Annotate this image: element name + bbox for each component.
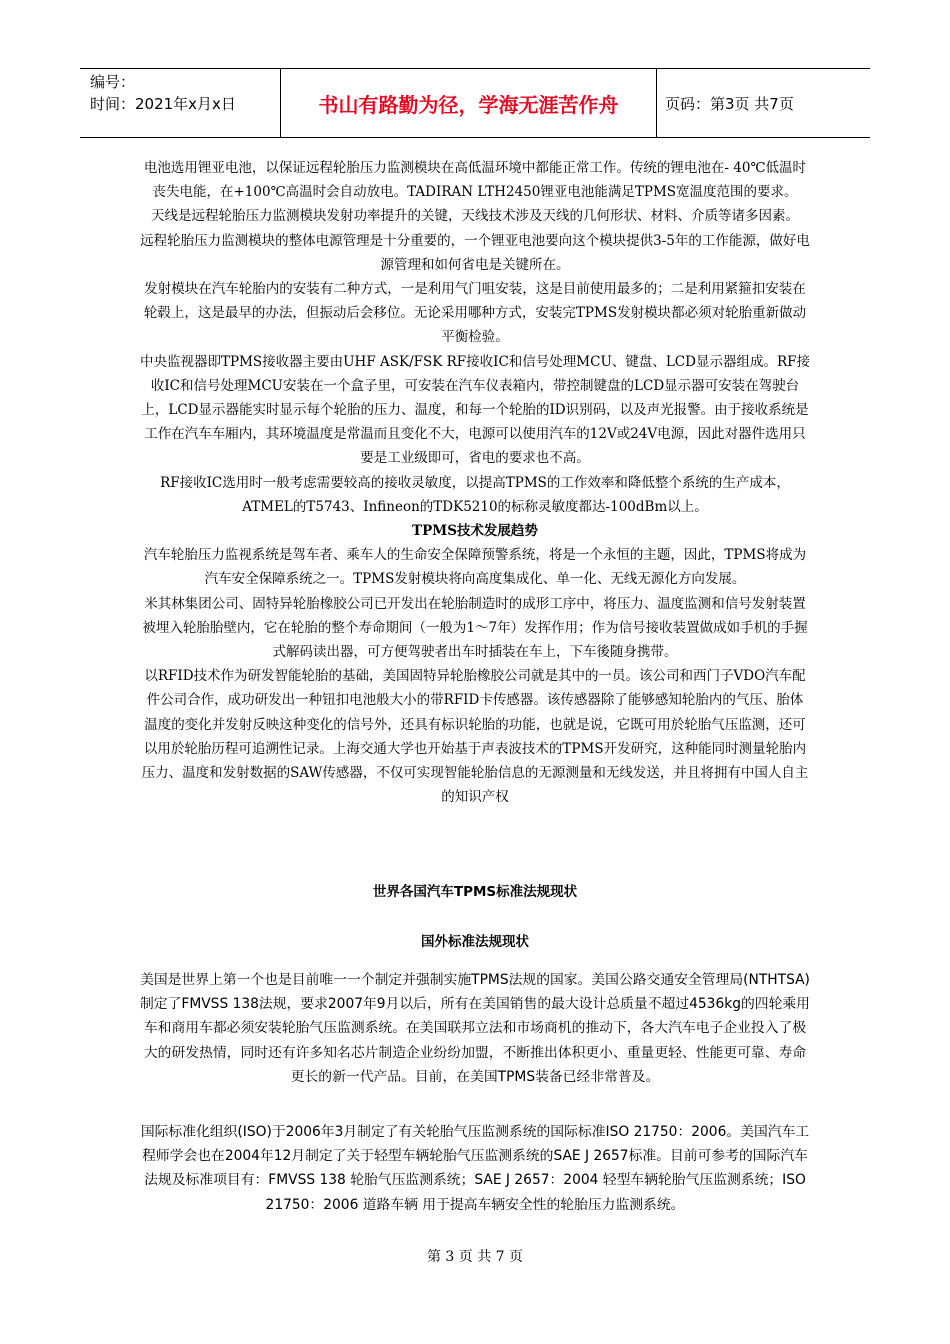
section-heading-trend: TPMS技术发展趋势 [412, 523, 538, 540]
header-meta [80, 69, 281, 137]
body-section-iso [140, 1120, 810, 1217]
section-heading-world: 世界各国汽车TPMS标准法规现状 [372, 884, 578, 900]
page-header [80, 68, 870, 138]
paragraph: 天线是远程轮胎压力监测模块发射功率提升的关键，天线技术涉及天线的几何形状、材料、介质等诸多因素。 [151, 208, 799, 225]
paragraph: 远程轮胎压力监测模块的整体电源管理是十分重要的，一个锂亚电池要向这个模块提供3-5年的工作能源，做好电源管理和如何省电是关键所在。 [140, 232, 810, 273]
doc-number: 编号： [90, 73, 136, 91]
paragraph: RF接收IC选用时一般考虑需要较高的接收灵敏度，以提高TPMS的工作效率和降低整个系统的生产成本，ATMEL的T5743、Infineon的TDK5210的标称灵敏度都达-100dBm以上。 [160, 474, 790, 515]
paragraph: 国际标准化组织(ISO)于2006年3月制定了有关轮胎气压监测系统的国际标准ISO 21750：2006。美国汽车工程师学会也在2004年12月制定了关于轻型车辆轮胎气压监测系统的SAE J 2657标准。目前可参考的国际汽车法规及标准项目有：FMVSS 138 轮胎气压监测系统；SAE J 2657：2004 轻型车辆轮胎气压监测系统；ISO 21750：2006 道路车辆 用于提高车辆安全性的轮胎压力监测系统。 [140, 1124, 810, 1213]
page-footer: 第 3 页 共 7 页 [426, 1249, 524, 1265]
header-page-label: 页码：第3页 共7页 [665, 94, 794, 113]
paragraph: 以RFID技术作为研发智能轮胎的基础，美国固特异轮胎橡胶公司就是其中的一员。该公司和西门子VDO汽车配件公司合作，成功研发出一种钮扣电池般大小的带RFID卡传感器。该传感器除了能够感知轮胎内的气压、胎体温度的变化并发射反映这种变化的信号外，还具有标识轮胎的功能，也就是说，它既可用於轮胎气压监测，还可以用於轮胎历程可追溯性记录。上海交通大学也开始基于声表波技术的TPMS开发研究，这种能同时测量轮胎内压力、温度和发射数据的SAW传感器，不仅可实现智能轮胎信息的无源测量和无线发送，并且将拥有中国人自主的知识产权 [141, 668, 809, 806]
paragraph: 美国是世界上第一个也是目前唯一一个制定并强制实施TPMS法规的国家。美国公路交通安全管理局(NTHTSA)制定了FMVSS 138法规，要求2007年9月以后，所有在美国销售的最大设计总质量不超过4536kg的四轮乘用车和商用车都必须安装轮胎气压监测系统。在美国联邦立法和市场商机的推动下，各大汽车电子企业投入了极大的研发热情，同时还有许多知名芯片制造企业纷纷加盟，不断推出体积更小、重量更轻、性能更可靠、寿命更长的新一代产品。目前，在美国TPMS装备已经非常普及。 [140, 972, 810, 1085]
paragraph: 中央监视器即TPMS接收器主要由UHF ASK/FSK RF接收IC和信号处理MCU、键盘、LCD显示器组成。RF接收IC和信号处理MCU安装在一个盒子里，可安装在汽车仪表箱内，带控制键盘的LCD显示器可安装在驾驶台上，LCD显示器能实时显示每个轮胎的压力、温度，和每一个轮胎的ID识别码，以及声光报警。由于接收系统是工作在汽车车厢内，其环境温度是常温而且变化不大，电源可以使用汽车的12V或24V电源，因此对器件选用只要是工业级即可，省电的要求也不高。 [140, 353, 810, 467]
body-section-battery [140, 156, 810, 809]
paragraph: 汽车轮胎压力监视系统是驾车者、乘车人的生命安全保障预警系统，将是一个永恒的主题，因此，TPMS将成为汽车安全保障系统之一。TPMS发射模块将向高度集成化、单一化、无线无源化方向发展。 [143, 547, 807, 588]
section-heading-foreign: 国外标准法规现状 [421, 934, 529, 950]
paragraph: 电池选用锂亚电池，以保证远程轮胎压力监测模块在高低温环境中都能正常工作。传统的锂电池在- 40℃低温时丧失电能，在+100℃高温时会自动放电。TADIRAN LTH2450锂亚电池能满足TPMS宽温度范围的要求。 [143, 160, 807, 201]
paragraph: 米其林集团公司、固特异轮胎橡胶公司已开发出在轮胎制造时的成形工序中，将压力、温度监测和信号发射装置被埋入轮胎胎壁内，它在轮胎的整个寿命期间（一般为1～7年）发挥作用；作为信号接收装置做成如手机的手握式解码读出器，可方便驾驶者出车时插装在车上，下车後随身携带。 [142, 595, 808, 661]
header-motto: 书山有路勤为径，学海无涯苦作舟 [281, 69, 657, 137]
doc-date: 时间：2021年x月x日 [90, 95, 236, 113]
paragraph: 发射模块在汽车轮胎内的安装有二种方式，一是利用气门咀安装，这是目前使用最多的；二是利用紧箍扣安装在轮毂上，这是最早的办法，但振动后会移位。无论采用哪种方式，安装完TPMS发射模块都必须对轮胎重新做动平衡检验。 [143, 281, 807, 346]
body-section-usa [140, 968, 810, 1089]
